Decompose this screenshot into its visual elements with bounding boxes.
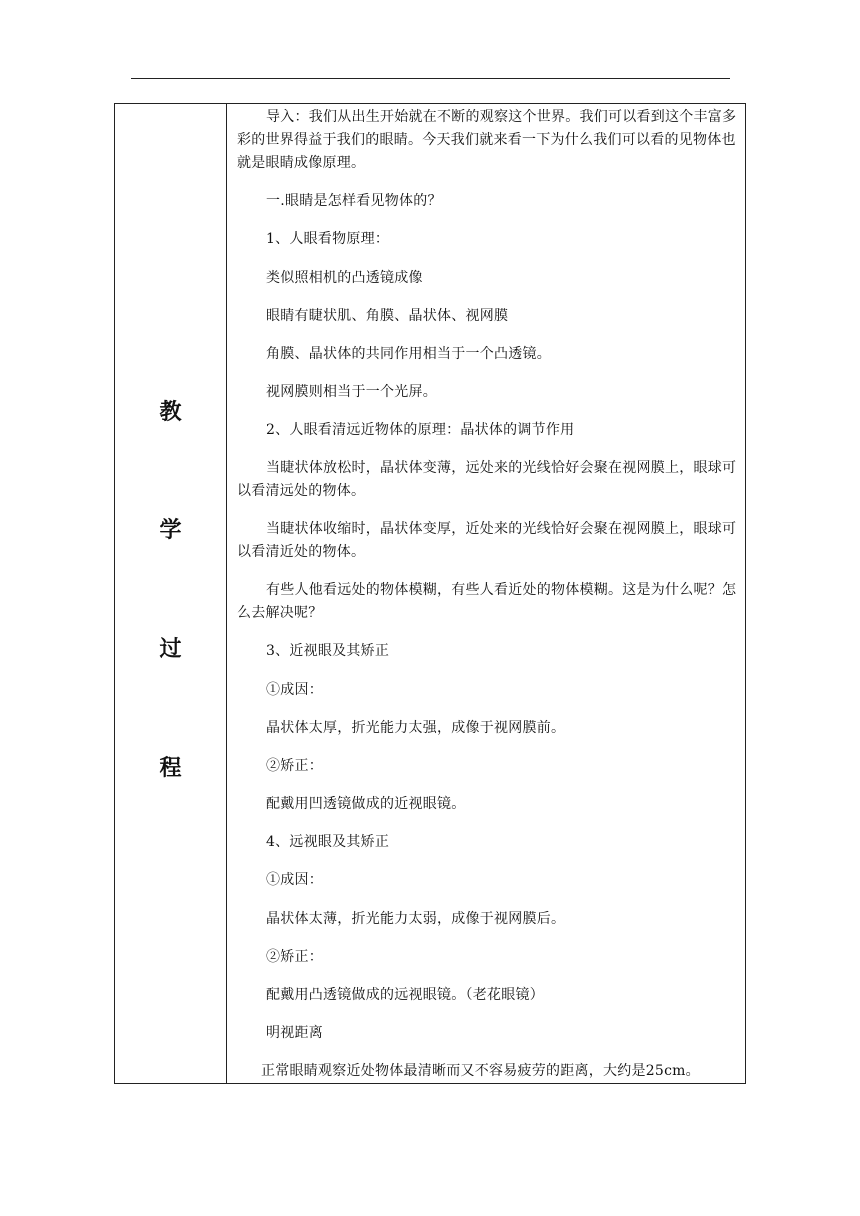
content-line: 配戴用凸透镜做成的远视眼镜。（老花眼镜）	[266, 987, 544, 1003]
lesson-table	[114, 103, 746, 1084]
content-paragraph: 有些人他看远处的物体模糊，有些人看近处的物体模糊。这是为什么呢？怎么去解决呢？	[237, 582, 737, 621]
content-line: 视网膜则相当于一个光屏。	[266, 384, 437, 400]
subsection-heading: 1、人眼看物原理：	[266, 231, 390, 247]
section-label-char: 学	[159, 518, 182, 543]
content-line: ①成因：	[266, 682, 323, 698]
section-label-char: 教	[159, 400, 182, 425]
section-label-char: 程	[159, 756, 182, 781]
subsection-heading: 3、近视眼及其矫正	[266, 643, 390, 659]
content-paragraph: 正常眼睛观察近处物体最清晰而又不容易疲劳的距离，大约是25cm。	[261, 1063, 700, 1079]
subsection-heading: 2、人眼看清远近物体的原理：晶状体的调节作用	[266, 422, 575, 438]
content-line: ①成因：	[266, 872, 323, 888]
section-heading: 一.眼睛是怎样看见物体的？	[266, 193, 442, 209]
section-label-char: 过	[159, 637, 182, 662]
content-line: 眼睛有睫状肌、角膜、晶状体、视网膜	[266, 308, 509, 324]
content-line: ②矫正：	[266, 758, 323, 774]
content-line: ②矫正：	[266, 949, 323, 965]
subsection-heading: 4、远视眼及其矫正	[266, 834, 390, 850]
content-line: 晶状体太薄，折光能力太弱，成像于视网膜后。	[266, 911, 566, 927]
intro-paragraph: 导入：我们从出生开始就在不断的观察这个世界。我们可以看到这个丰富多彩的世界得益于我们的眼睛。今天我们就来看一下为什么我们可以看的见物体也就是眼睛成像原理。	[237, 109, 737, 171]
content-line: 明视距离	[266, 1025, 323, 1041]
teaching-process-content	[227, 104, 745, 1083]
content-line: 配戴用凹透镜做成的近视眼镜。	[266, 796, 466, 812]
content-line: 晶状体太厚，折光能力太强，成像于视网膜前。	[266, 720, 566, 736]
content-paragraph: 当睫状体收缩时，晶状体变厚，近处来的光线恰好会聚在视网膜上，眼球可以看清近处的物体。	[237, 521, 737, 560]
content-line: 类似照相机的凸透镜成像	[266, 270, 423, 286]
content-line: 角膜、晶状体的共同作用相当于一个凸透镜。	[266, 346, 551, 362]
content-paragraph: 当睫状体放松时，晶状体变薄，远处来的光线恰好会聚在视网膜上，眼球可以看清远处的物体。	[237, 460, 737, 499]
header-rule	[131, 78, 730, 79]
section-label-cell	[115, 104, 227, 1083]
